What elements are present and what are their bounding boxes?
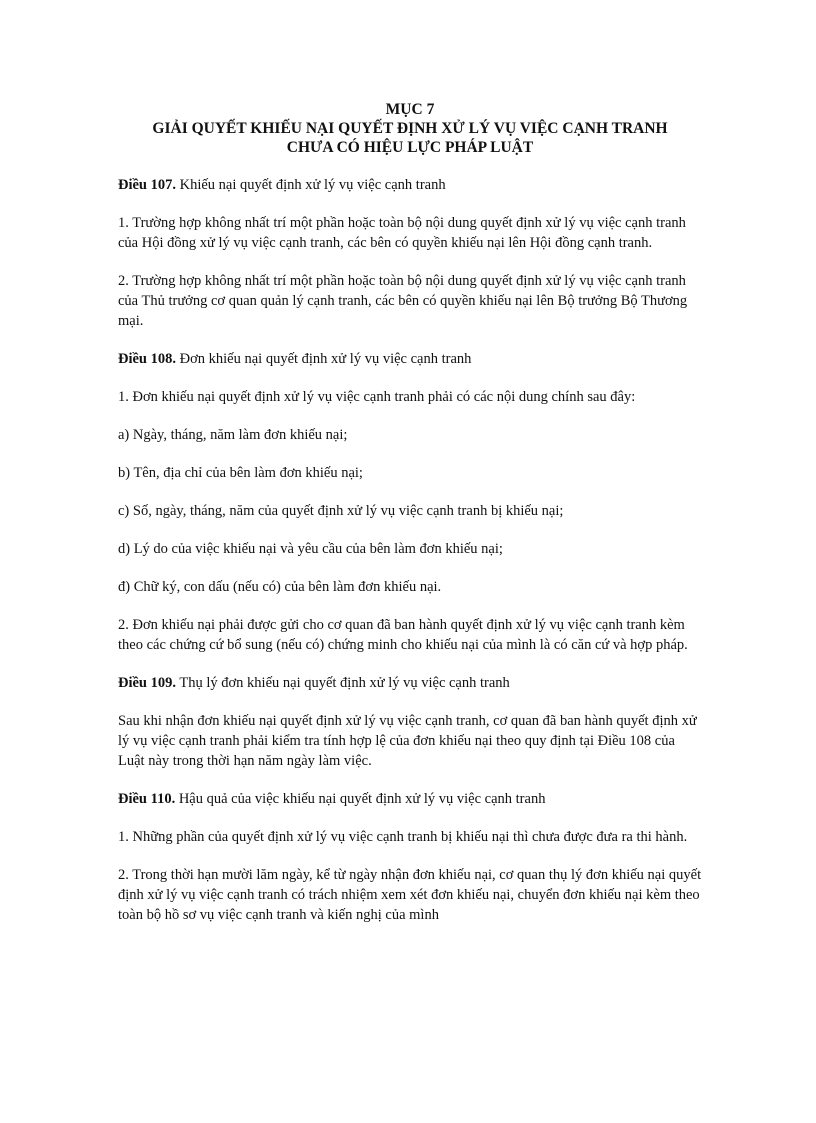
article-109-number: Điều 109. bbox=[118, 675, 176, 691]
section-number: MỤC 7 bbox=[385, 101, 435, 118]
article-108-item-a: a) Ngày, tháng, năm làm đơn khiếu nại; bbox=[118, 427, 348, 443]
article-110-number: Điều 110. bbox=[118, 791, 176, 807]
article-108-clause-1: 1. Đơn khiếu nại quyết định xử lý vụ việc cạnh tranh phải có các nội dung chính sau đây: bbox=[118, 389, 636, 405]
article-108-heading bbox=[118, 349, 702, 369]
article-108-item-dd: đ) Chữ ký, con dấu (nếu có) của bên làm đơn khiếu nại. bbox=[118, 579, 442, 595]
article-107-number: Điều 107. bbox=[118, 177, 176, 193]
article-107-heading bbox=[118, 175, 702, 195]
article-109-body: Sau khi nhận đơn khiếu nại quyết định xử lý vụ việc cạnh tranh, cơ quan đã ban hành quyết định xử lý vụ việc cạnh tranh phải kiểm tra tính hợp lệ của đơn khiếu nại theo quy định tại Điều 108 của Luật này trong thời hạn năm ngày làm việc. bbox=[118, 713, 697, 769]
article-110-clause-2: 2. Trong thời hạn mười lăm ngày, kể từ ngày nhận đơn khiếu nại, cơ quan thụ lý đơn khiếu nại quyết định xử lý vụ việc cạnh tranh có trách nhiệm xem xét đơn khiếu nại, chuyển đơn khiếu nại kèm theo toàn bộ hồ sơ vụ việc cạnh tranh và kiến nghị của mình bbox=[118, 867, 702, 923]
article-108-clause-2: 2. Đơn khiếu nại phải được gửi cho cơ quan đã ban hành quyết định xử lý vụ việc cạnh tranh kèm theo các chứng cứ bổ sung (nếu có) chứng minh cho khiếu nại của mình là có căn cứ và hợp pháp. bbox=[118, 617, 688, 653]
section-title-line-1: GIẢI QUYẾT KHIẾU NẠI QUYẾT ĐỊNH XỬ LÝ VỤ VIỆC CẠNH TRANH bbox=[152, 120, 668, 137]
article-108-item-d: d) Lý do của việc khiếu nại và yêu cầu của bên làm đơn khiếu nại; bbox=[118, 541, 503, 557]
article-109-heading bbox=[118, 673, 702, 693]
article-109-title: Thụ lý đơn khiếu nại quyết định xử lý vụ việc cạnh tranh bbox=[176, 675, 510, 691]
article-110-heading bbox=[118, 789, 702, 809]
article-107-title: Khiếu nại quyết định xử lý vụ việc cạnh tranh bbox=[176, 177, 446, 193]
article-110-title: Hậu quả của việc khiếu nại quyết định xử lý vụ việc cạnh tranh bbox=[175, 791, 546, 807]
article-108-item-c: c) Số, ngày, tháng, năm của quyết định xử lý vụ việc cạnh tranh bị khiếu nại; bbox=[118, 503, 564, 519]
article-108-number: Điều 108. bbox=[118, 351, 176, 367]
section-title-line-2: CHƯA CÓ HIỆU LỰC PHÁP LUẬT bbox=[286, 139, 534, 156]
article-110-clause-1: 1. Những phần của quyết định xử lý vụ việc cạnh tranh bị khiếu nại thì chưa được đưa ra thi hành. bbox=[118, 829, 688, 845]
document-page bbox=[118, 100, 702, 925]
article-107-clause-1: 1. Trường hợp không nhất trí một phần hoặc toàn bộ nội dung quyết định xử lý vụ việc cạnh tranh của Hội đồng xử lý vụ việc cạnh tranh, các bên có quyền khiếu nại lên Hội đồng cạnh tranh. bbox=[118, 215, 686, 251]
article-108-item-b: b) Tên, địa chỉ của bên làm đơn khiếu nại; bbox=[118, 465, 363, 481]
article-107-clause-2: 2. Trường hợp không nhất trí một phần hoặc toàn bộ nội dung quyết định xử lý vụ việc cạnh tranh của Thủ trưởng cơ quan quản lý cạnh tranh, các bên có quyền khiếu nại lên Bộ trưởng Bộ Thương mại. bbox=[118, 273, 688, 329]
article-108-title: Đơn khiếu nại quyết định xử lý vụ việc cạnh tranh bbox=[176, 351, 472, 367]
